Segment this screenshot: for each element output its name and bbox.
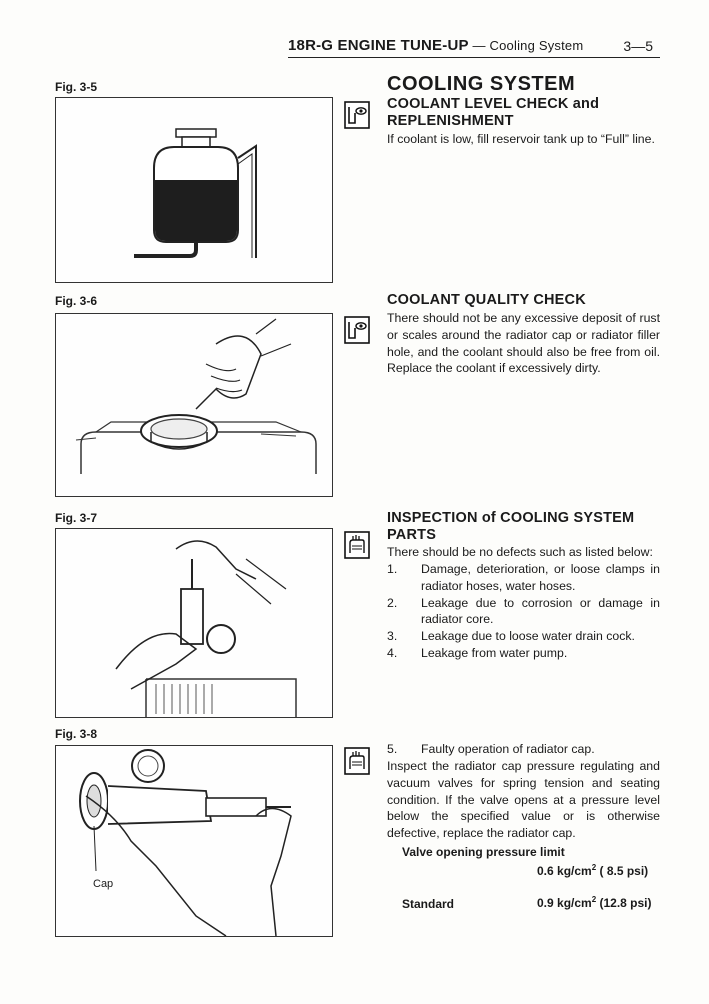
list-item: [387, 595, 660, 629]
fig-3-7-pressure-tester-illustration: [55, 528, 333, 718]
inspection-list: [387, 561, 660, 662]
list-item-number: 5.: [387, 742, 398, 756]
page-header: [0, 33, 709, 61]
list-item-text: Leakage due to loose water drain cock.: [421, 629, 635, 644]
inspect-eye-icon: [344, 316, 370, 344]
coolant-level-body: If coolant is low, fill reservoir tank up to “Full” line.: [387, 132, 655, 146]
reservoir-tank-drawing: [56, 98, 332, 282]
list-item: [387, 628, 660, 645]
list-item-text: Faulty operation of radiator cap.: [421, 742, 595, 756]
inspection-intro: There should be no defects such as listed below:: [387, 545, 653, 559]
cap-callout-label: Cap: [93, 878, 114, 890]
list-item: [387, 561, 660, 595]
valve-limit-value: [537, 863, 648, 878]
main-title: COOLING SYSTEM: [387, 73, 576, 95]
header-dash: —: [468, 38, 490, 53]
limit-kg: 0.6 kg/cm: [537, 864, 592, 878]
fig-3-8-cap-tester-illustration: [55, 745, 333, 937]
standard-kg: 0.9 kg/cm: [537, 896, 592, 910]
section-title-coolant-quality: COOLANT QUALITY CHECK: [387, 292, 586, 308]
hand-check-icon: [344, 747, 370, 775]
list-item-number: 4.: [387, 645, 398, 660]
section-title-coolant-level: COOLANT LEVEL CHECK and REPLENISHMENT: [387, 96, 600, 129]
list-item-number: 1.: [387, 562, 398, 576]
list-item: [387, 741, 660, 758]
valve-spec-heading: Valve opening pressure limit: [402, 845, 565, 859]
list-item: [387, 645, 660, 662]
radiator-cap-body: Inspect the radiator cap pressure regulating and vacuum valves for spring tension and seating condition. If the valve opens at a pressure level below the specified value or is otherwise defective, replace the radiator cap.: [387, 759, 660, 841]
page-number: 3—5: [623, 38, 653, 54]
fig-3-7-label: Fig. 3-7: [55, 511, 98, 525]
list-item-text: Damage, deterioration, or loose clamps in radiator hoses, water hoses.: [421, 562, 660, 593]
standard-value: [537, 895, 652, 910]
hand-check-icon: [344, 531, 370, 559]
header-rule: [288, 57, 660, 58]
section-title-inspection: INSPECTION of COOLING SYSTEM PARTS: [387, 510, 635, 543]
radiator-filler-hole-drawing: [56, 314, 332, 496]
header-subtitle: Cooling System: [489, 38, 584, 53]
standard-label: Standard: [402, 897, 455, 911]
limit-psi: ( 8.5 psi): [596, 864, 649, 878]
list-item-number: 3.: [387, 629, 398, 644]
standard-psi: (12.8 psi): [596, 896, 652, 910]
header-title-main: 18R-G ENGINE TUNE-UP: [288, 37, 469, 54]
limit-exp: 2: [591, 863, 597, 872]
fig-3-5-label: Fig. 3-5: [55, 80, 98, 94]
fig-3-6-label: Fig. 3-6: [55, 294, 98, 308]
list-item-text: Leakage from water pump.: [421, 645, 568, 660]
fig-3-6-filler-hole-illustration: [55, 313, 333, 497]
fig-3-5-reservoir-illustration: [55, 97, 333, 283]
radiator-cap-list: [387, 741, 660, 758]
pressure-tester-on-radiator-drawing: [56, 529, 332, 717]
list-item-number: 2.: [387, 595, 398, 610]
fig-3-8-label: Fig. 3-8: [55, 727, 98, 741]
header-title: [288, 37, 583, 54]
cap-pressure-tester-drawing: [56, 746, 332, 936]
coolant-quality-body: There should not be any excessive deposit of rust or scales around the radiator cap or radiator filler hole, and the coolant should also be free from oil. Replace the coolant if excessively dirty.: [387, 311, 660, 376]
standard-exp: 2: [591, 895, 597, 904]
list-item-text: Leakage due to corrosion or damage in radiator core.: [421, 595, 660, 627]
inspect-eye-icon: [344, 101, 370, 129]
